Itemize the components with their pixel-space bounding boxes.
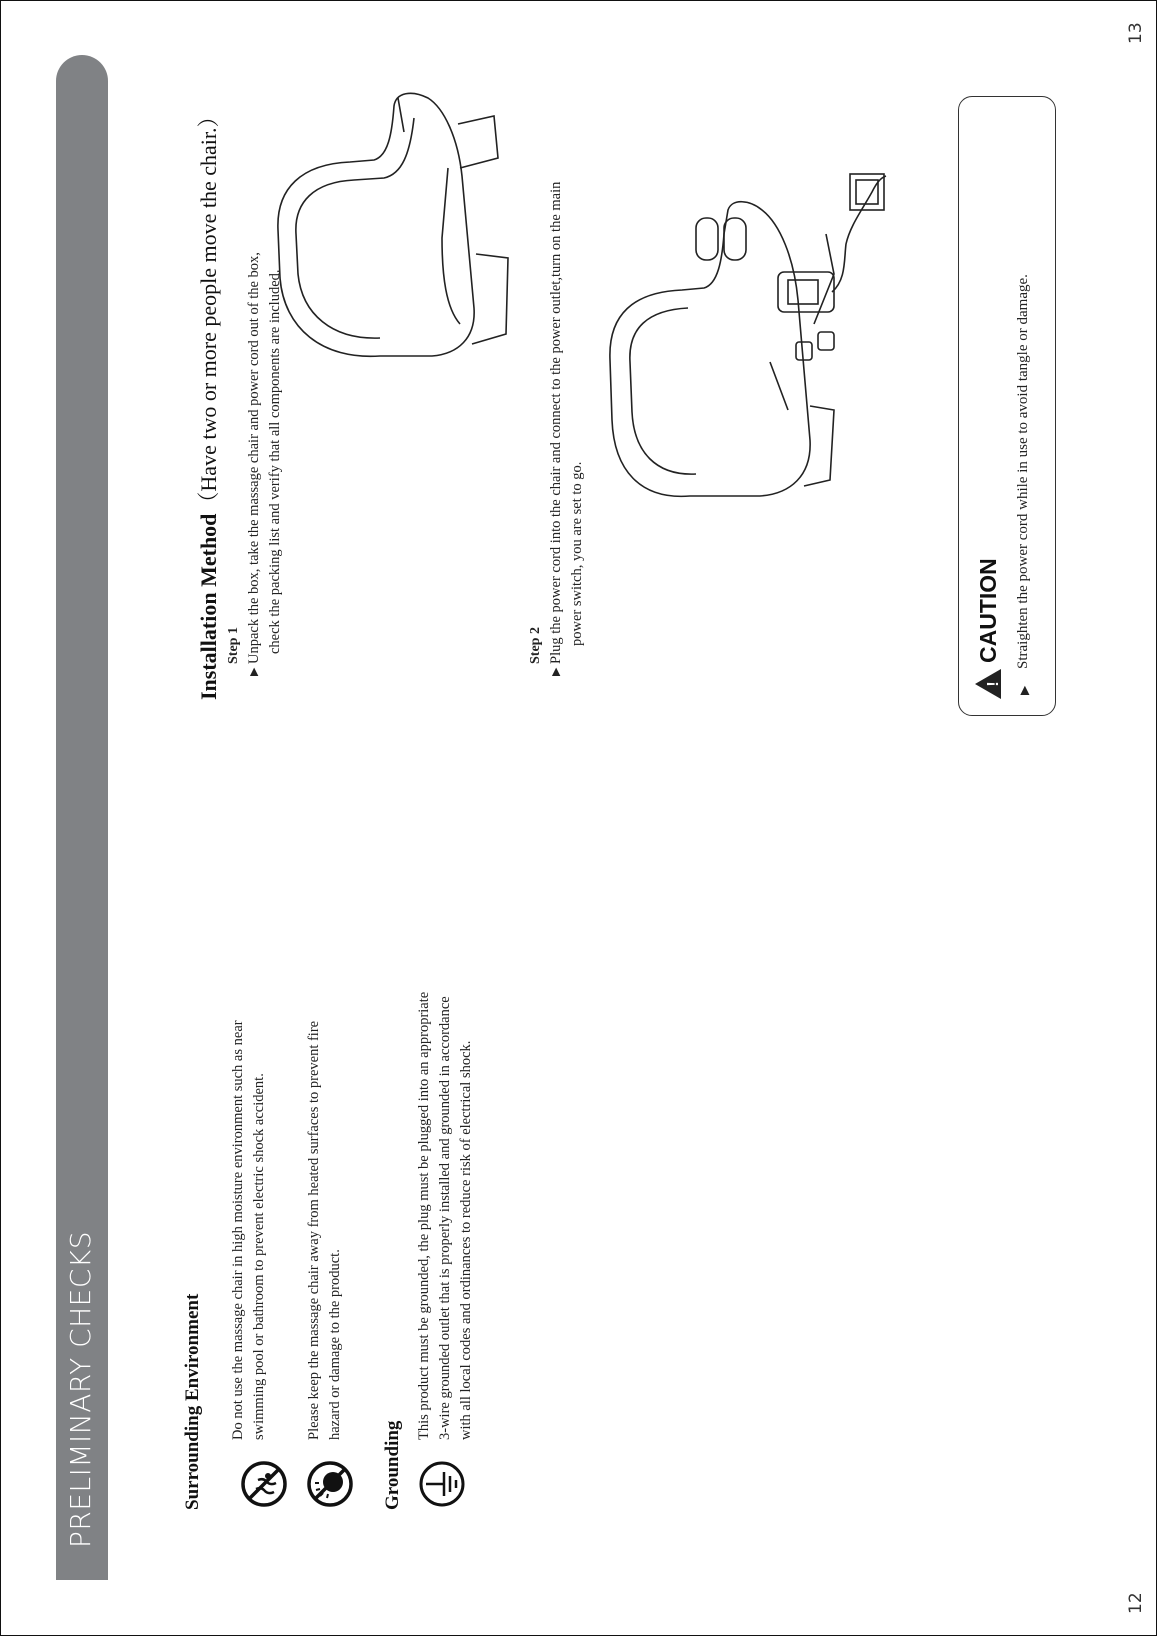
grounding-line2: 3-wire grounded outlet that is properly installed and grounded in accordance [437, 996, 453, 1440]
surrounding-item-2-line2: hazard or damage to the product. [327, 1249, 343, 1440]
grounding-line3: with all local codes and ordinances to reduce risk of electrical shock. [458, 1040, 474, 1440]
surrounding-heading: Surrounding Environment [182, 1293, 203, 1510]
arrow-bullet-icon: ▶ [550, 667, 562, 676]
step-1-line1: Unpack the box, take the massage chair and power cord out of the box, [246, 252, 262, 664]
page-number-left: 12 [1126, 1592, 1146, 1614]
step-2-line2: power switch, you are set to go. [569, 461, 585, 646]
installation-subtitle: （Have two or more people move the chair.） [196, 105, 221, 514]
caution-box [958, 96, 1056, 716]
grounding-heading: Grounding [382, 1420, 403, 1510]
surrounding-item-1-text [228, 1020, 270, 1440]
installation-title: Installation Method [196, 513, 221, 700]
surrounding-item-2-line1: Please keep the massage chair away from heated surfaces to prevent fire [306, 1020, 322, 1440]
surrounding-item-1-line2: swimming pool or bathroom to prevent electric shock accident. [251, 1073, 267, 1440]
step-1-line2: check the packing list and verify that all components are included. [267, 269, 283, 654]
no-heat-icon [306, 1460, 354, 1508]
step-2-label: Step 2 [528, 627, 543, 664]
arrow-bullet-icon: ▶ [1017, 685, 1031, 695]
step-1-label: Step 1 [226, 627, 241, 664]
installation-heading [192, 105, 223, 700]
section-title: PRELIMINARY CHECKS [64, 1230, 97, 1548]
grounding-text [414, 992, 477, 1440]
page-number-right: 13 [1126, 22, 1146, 44]
step-2-line1: Plug the power cord into the chair and connect to the power outlet,turn on the main [548, 181, 564, 664]
ground-icon [418, 1460, 466, 1508]
warning-triangle-icon [973, 667, 1003, 701]
section-header-band [56, 55, 108, 1580]
caution-text: Straighten the power cord while in use to avoid tangle or damage. [1015, 274, 1031, 669]
arrow-bullet-icon: ▶ [248, 667, 260, 676]
caution-title: CAUTION [975, 558, 1001, 663]
chair-step1-illustration [262, 88, 522, 368]
svg-text:!: ! [985, 681, 1002, 687]
chair-step2-illustration [600, 170, 890, 510]
surrounding-item-1-line1: Do not use the massage chair in high moisture environment such as near [230, 1020, 246, 1440]
surrounding-item-2-text [304, 1021, 346, 1440]
step-2-text [546, 181, 588, 676]
no-water-icon [240, 1460, 288, 1508]
grounding-line1: This product must be grounded, the plug must be plugged into an appropriate [416, 991, 432, 1440]
